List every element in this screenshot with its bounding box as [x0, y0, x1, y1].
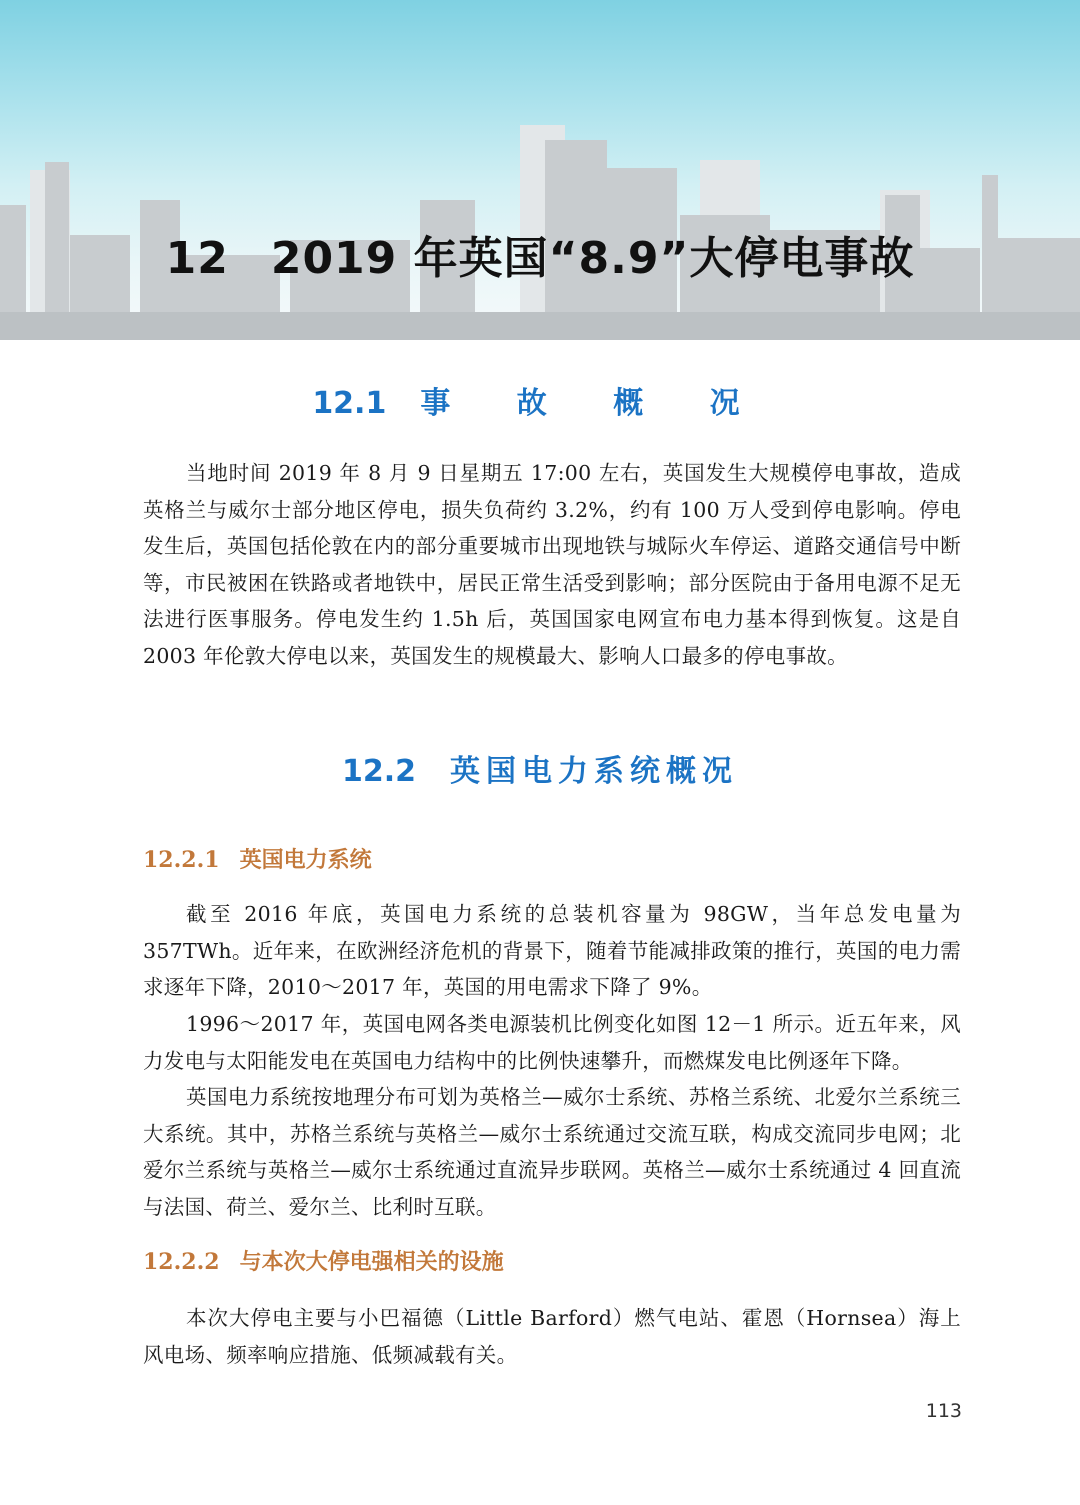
chapter-banner — [0, 0, 1080, 340]
section-title-text: 英国电力系统概况 — [450, 754, 739, 789]
section-heading-12-1 — [0, 378, 1080, 422]
subsection-number: 12.2.1 — [143, 847, 220, 873]
subsection-title-text: 英国电力系统 — [239, 847, 372, 873]
subsection-title-text: 与本次大停电强相关的设施 — [239, 1249, 504, 1275]
paragraph-mix-change: 1996～2017 年，英国电网各类电源装机比例变化如图 12－1 所示。近五年来，风力发电与太阳能发电在英国电力结构中的比例快速攀升，而燃煤发电比例逐年下降。 — [143, 1012, 961, 1073]
section-heading-12-2 — [0, 746, 1080, 790]
chapter-title — [0, 222, 1080, 286]
chapter-title-text: 2019 年英国“8.9”大停电事故 — [270, 233, 915, 284]
subsection-heading-12-2-1 — [143, 843, 372, 874]
page-number: 113 — [925, 1400, 962, 1422]
subsection-heading-12-2-2 — [143, 1245, 504, 1276]
paragraph-overview: 当地时间 2019 年 8 月 9 日星期五 17:00 左右，英国发生大规模停电事故，造成英格兰与威尔士部分地区停电，损失负荷约 3.2%，约有 100 万人受到停电影响。停电发生后，英国包括伦敦在内的部分重要城市出现地铁与城际火车停运、道路交通信号中断等，市民被困在铁路或者地铁中，居民正常生活受到影响；部分医院由于备用电源不足无法进行医事服务。停电发生约 1.5h 后，英国国家电网宣布电力基本得到恢复。这是自 2003 年伦敦大停电以来，英国发生的规模最大、影响人口最多的停电事故。 — [143, 461, 961, 668]
paragraph-capacity: 截至 2016 年底，英国电力系统的总装机容量为 98GW，当年总发电量为 357TWh。近年来，在欧洲经济危机的背景下，随着节能减排政策的推行，英国的电力需求逐年下降，2010～2017 年，英国的用电需求下降了 9%。 — [143, 902, 961, 999]
city-skyline — [0, 0, 1080, 340]
paragraph-related-facilities: 本次大停电主要与小巴福德（Little Barford）燃气电站、霍恩（Hornsea）海上风电场、频率响应措施、低频减载有关。 — [143, 1306, 961, 1367]
paragraph-grid-structure: 英国电力系统按地理分布可划为英格兰—威尔士系统、苏格兰系统、北爱尔兰系统三大系统。其中，苏格兰系统与英格兰—威尔士系统通过交流互联，构成交流同步电网；北爱尔兰系统与英格兰—威尔士系统通过直流异步联网。英格兰—威尔士系统通过 4 回直流与法国、荷兰、爱尔兰、比利时互联。 — [143, 1085, 961, 1219]
section-number: 12.1 — [312, 386, 387, 421]
subsection-number: 12.2.2 — [143, 1249, 220, 1275]
section-number: 12.2 — [341, 754, 417, 789]
section-title-text: 事 故 概 况 — [420, 386, 768, 421]
chapter-number: 12 — [165, 233, 229, 284]
